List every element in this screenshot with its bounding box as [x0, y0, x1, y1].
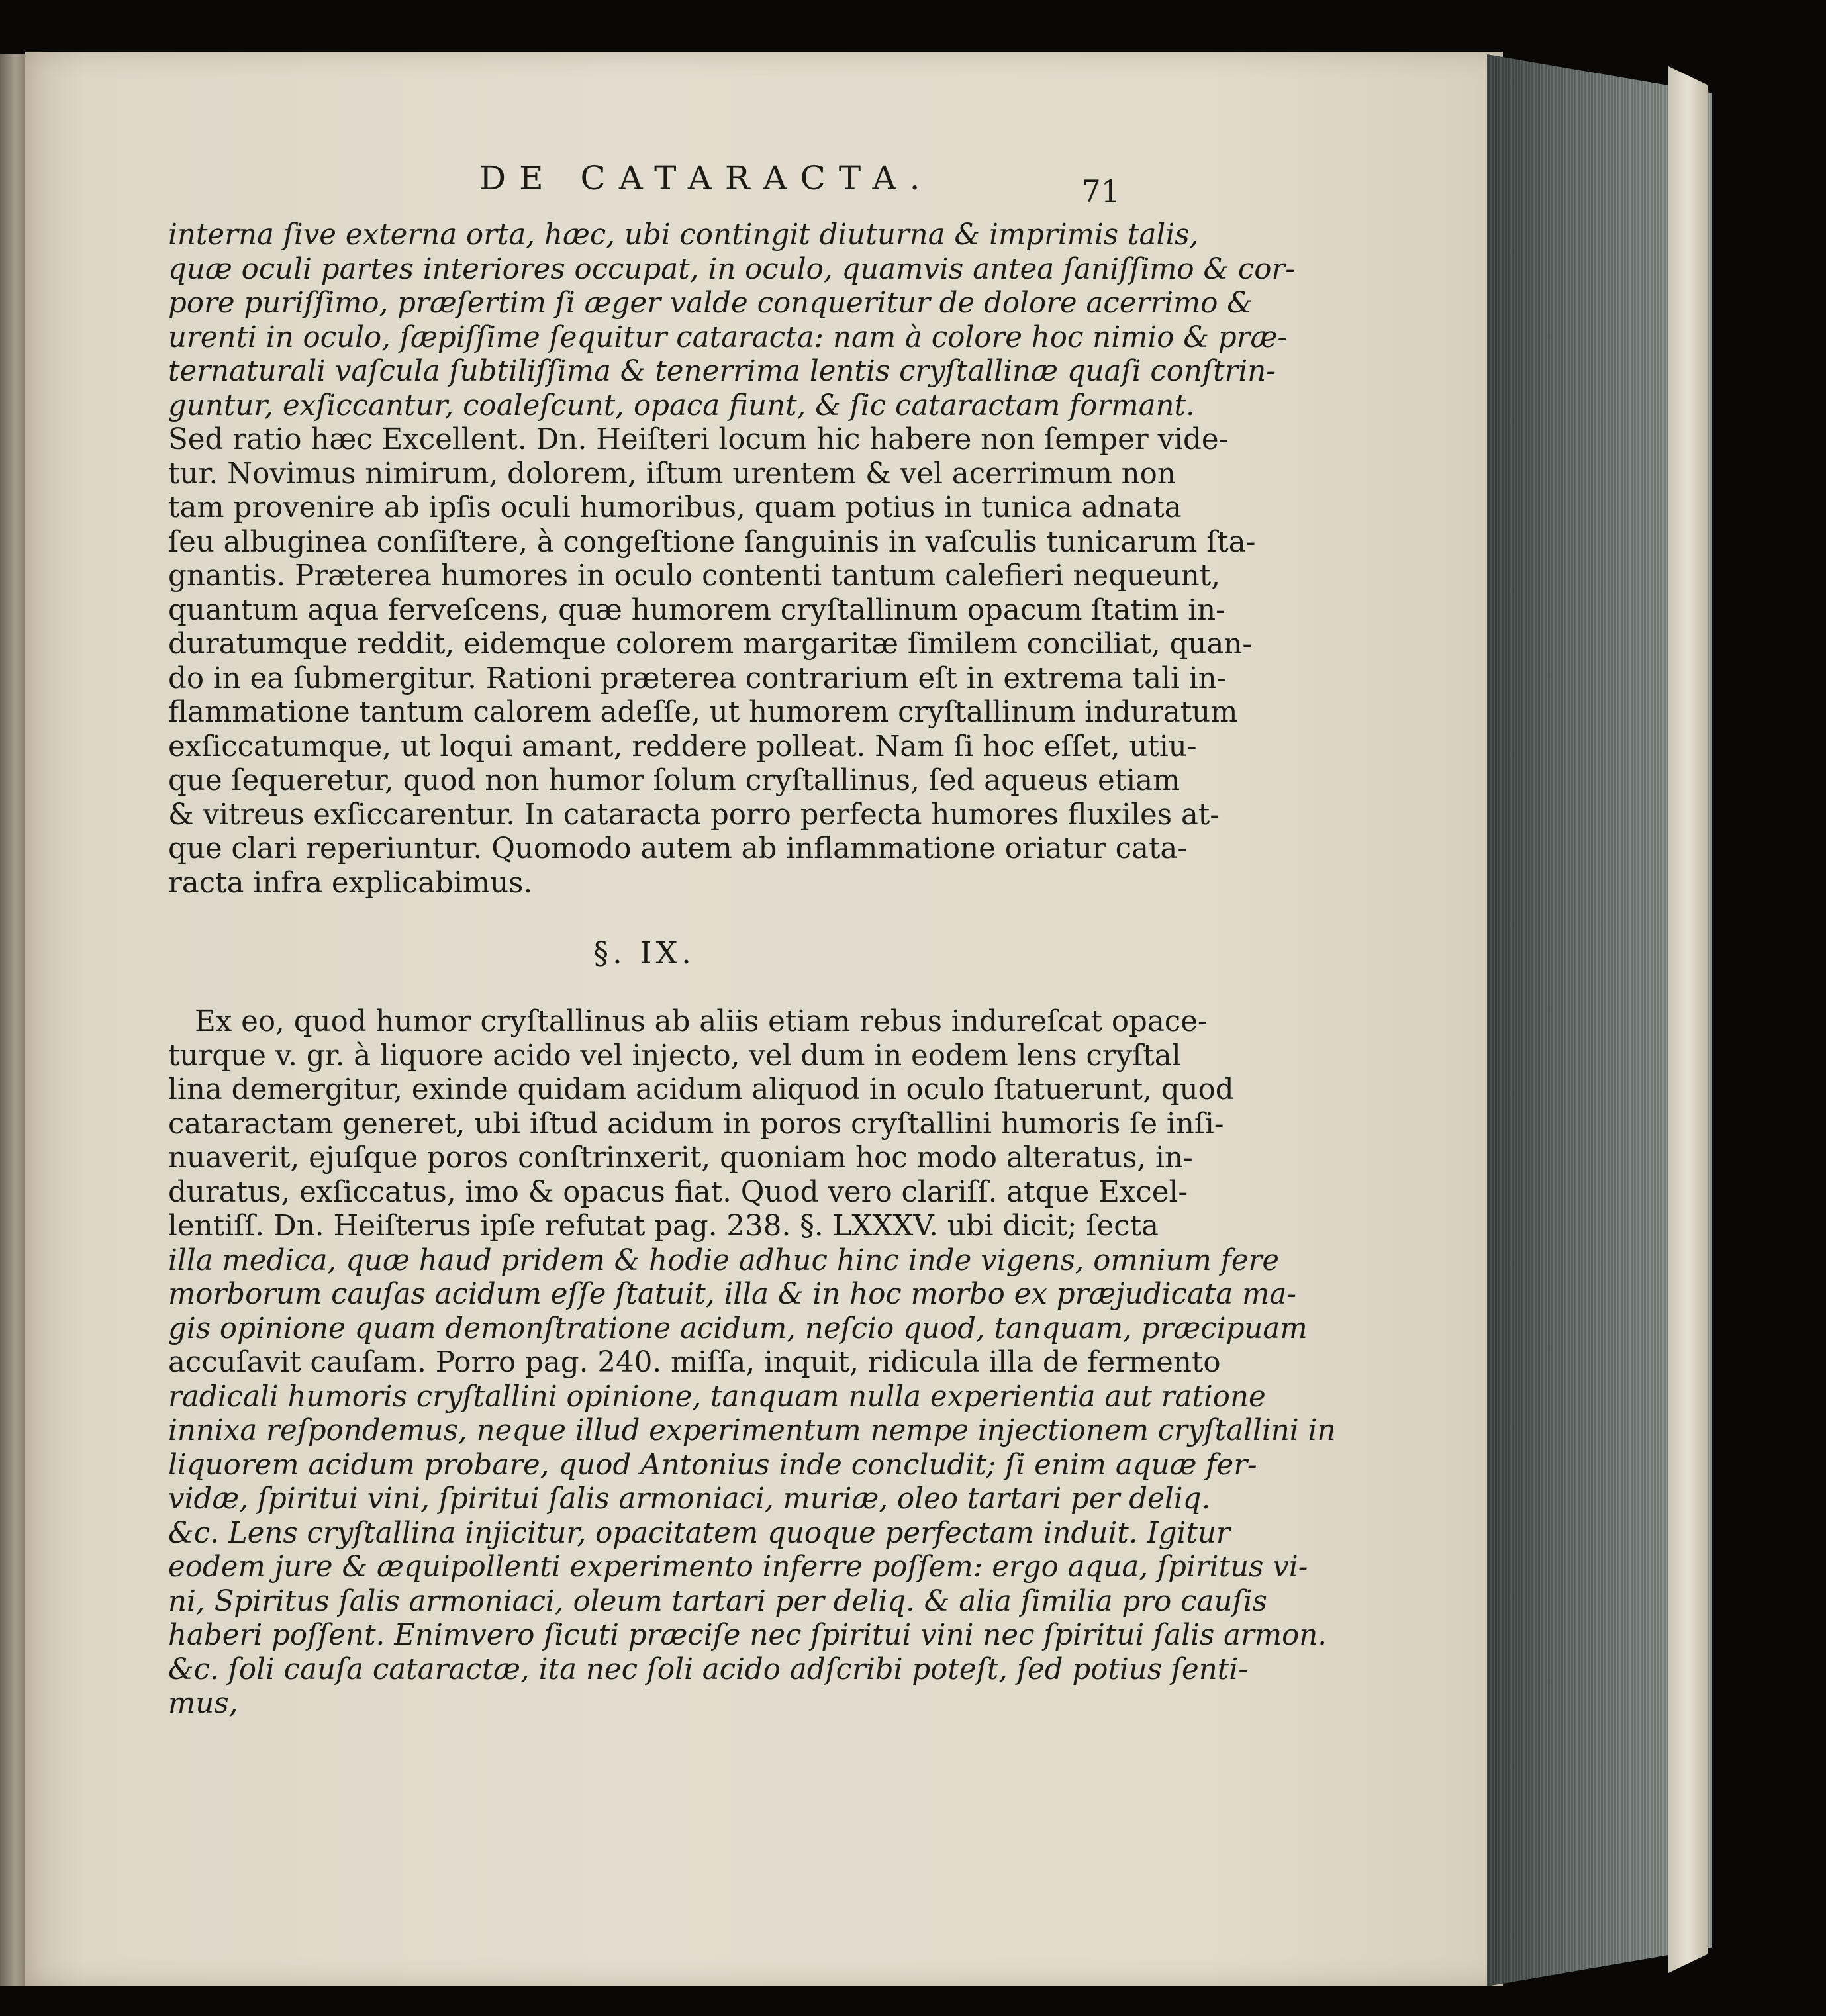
- text-line: lina demergitur, exinde quidam acidum aliquod in oculo ſtatuerunt, quod: [168, 1073, 1234, 1106]
- text-line: innixa reſpondemus, neque illud experimentum nempe injectionem cryſtallini in: [168, 1414, 1336, 1447]
- text-line: urenti in oculo, ſæpiſſime ſequitur cataracta: nam à colore hoc nimio & præ-: [168, 320, 1288, 354]
- text-line: duratus, exſiccatus, imo & opacus fiat. Quod vero clariſſ. atque Excel-: [168, 1175, 1188, 1209]
- text-line: eodem jure & æquipollenti experimento inferre poſſem: ergo aqua, ſpiritus vi-: [168, 1551, 1308, 1584]
- text-line: gis opinione quam demonſtratione acidum, neſcio quod, tanquam, præcipuam: [168, 1312, 1308, 1345]
- text-line: haberi poſſent. Enimvero ſicuti præciſe nec ſpiritui vini nec ſpiritui ſalis armon.: [168, 1619, 1327, 1652]
- text-line: do in ea ſubmergitur. Rationi præterea contrarium eſt in extrema tali in-: [168, 661, 1227, 695]
- page-text: [168, 159, 1336, 1721]
- text-line: radicali humoris cryſtallini opinione, tanquam nulla experientia aut ratione: [168, 1380, 1266, 1414]
- text-line: gnantis. Præterea humores in oculo contenti tantum calefieri nequeunt,: [168, 559, 1221, 593]
- text-line: liquorem acidum probare, quod Antonius inde concludit; ſi enim aquæ fer-: [168, 1448, 1257, 1482]
- section-heading: §. IX.: [593, 935, 695, 971]
- text-line: flammatione tantum calorem adeſſe, ut humorem cryſtallinum induratum: [168, 696, 1238, 729]
- text-line: pore puriſſimo, præſertim ſi æger valde conqueritur de dolore acerrimo &: [168, 287, 1253, 320]
- text-line: duratumque reddit, eidemque colorem margaritæ ſimilem conciliat, quan-: [168, 628, 1253, 661]
- text-line: que clari reperiuntur. Quomodo autem ab inflammatione oriatur cata-: [168, 832, 1188, 865]
- paragraph-1: [168, 218, 1295, 900]
- text-line: lentiſſ. Dn. Heiſterus ipſe refutat pag. 238. §. LXXXV. ubi dicit; ſecta: [168, 1210, 1159, 1243]
- text-line: cataractam generet, ubi iſtud acidum in poros cryſtallini humoris ſe inſi-: [168, 1107, 1224, 1141]
- text-line: quæ oculi partes interiores occupat, in oculo, quamvis antea ſaniſſimo & cor-: [168, 252, 1295, 286]
- text-line: ſeu albuginea conſiſtere, à congeſtione ſanguinis in vaſculis tunicarum ſta-: [168, 525, 1256, 559]
- text-line: turque v. gr. à liquore acido vel injecto, vel dum in eodem lens cryſtal: [168, 1039, 1181, 1073]
- text-line: tam provenire ab ipſis oculi humoribus, quam potius in tunica adnata: [168, 491, 1182, 524]
- text-line: illa medica, quæ haud pridem & hodie adhuc hinc inde vigens, omnium fere: [168, 1243, 1280, 1277]
- text-line: vidæ, ſpiritui vini, ſpiritui ſalis armoniaci, muriæ, oleo tartari per deliq.: [168, 1482, 1211, 1515]
- running-head: [168, 159, 1120, 218]
- text-line: &c. ſoli cauſa cataractæ, ita nec ſoli acido adſcribi poteſt, ſed potius ſenti-: [168, 1653, 1248, 1686]
- text-line: Sed ratio hæc Excellent. Dn. Heiſteri locum hic habere non ſemper vide-: [168, 423, 1229, 456]
- catchword: mus,: [168, 1687, 238, 1720]
- paragraph-2: [168, 1005, 1336, 1721]
- running-head-title: DE CATARACTA.: [479, 159, 934, 197]
- page-number: 71: [1081, 173, 1120, 209]
- text-line: tur. Novimus nimirum, dolorem, iſtum urentem & vel acerrimum non: [168, 457, 1176, 491]
- text-line: exſiccatumque, ut loqui amant, reddere polleat. Nam ſi hoc eſſet, utiu-: [168, 730, 1197, 763]
- text-line: interna ſive externa orta, hæc, ubi contingit diuturna & imprimis talis,: [168, 218, 1199, 252]
- text-line: ternaturali vaſcula ſubtiliſſima & tenerrima lentis cryſtallinæ quaſi conſtrin-: [168, 355, 1276, 388]
- text-line: guntur, exſiccantur, coaleſcunt, opaca fiunt, & ſic cataractam formant.: [168, 389, 1195, 422]
- text-line: & vitreus exſiccarentur. In cataracta porro perfecta humores fluxiles at-: [168, 798, 1220, 832]
- text-line: nuaverit, ejuſque poros conſtrinxerit, quoniam hoc modo alteratus, in-: [168, 1141, 1193, 1175]
- text-line: morborum cauſas acidum eſſe ſtatuit, illa & in hoc morbo ex præjudicata ma-: [168, 1278, 1296, 1311]
- text-line: que ſequeretur, quod non humor ſolum cryſtallinus, ſed aqueus etiam: [168, 764, 1180, 797]
- book-cover-board: [1668, 66, 1708, 1973]
- text-line: Ex eo, quod humor cryſtallinus ab aliis etiam rebus indureſcat opace-: [195, 1005, 1208, 1038]
- text-line: quantum aqua ferveſcens, quæ humorem cryſtallinum opacum ſtatim in-: [168, 593, 1225, 627]
- text-line: &c. Lens cryſtallina injicitur, opacitatem quoque perfectam induit. Igitur: [168, 1516, 1230, 1550]
- text-line: accuſavit cauſam. Porro pag. 240. miſſa, inquit, ridicula illa de fermento: [168, 1346, 1221, 1379]
- text-line: ni, Spiritus ſalis armoniaci, oleum tartari per deliq. & alia ſimilia pro cauſis: [168, 1584, 1267, 1618]
- text-line: racta infra explicabimus.: [168, 866, 533, 900]
- previous-page-edge: [0, 54, 25, 1986]
